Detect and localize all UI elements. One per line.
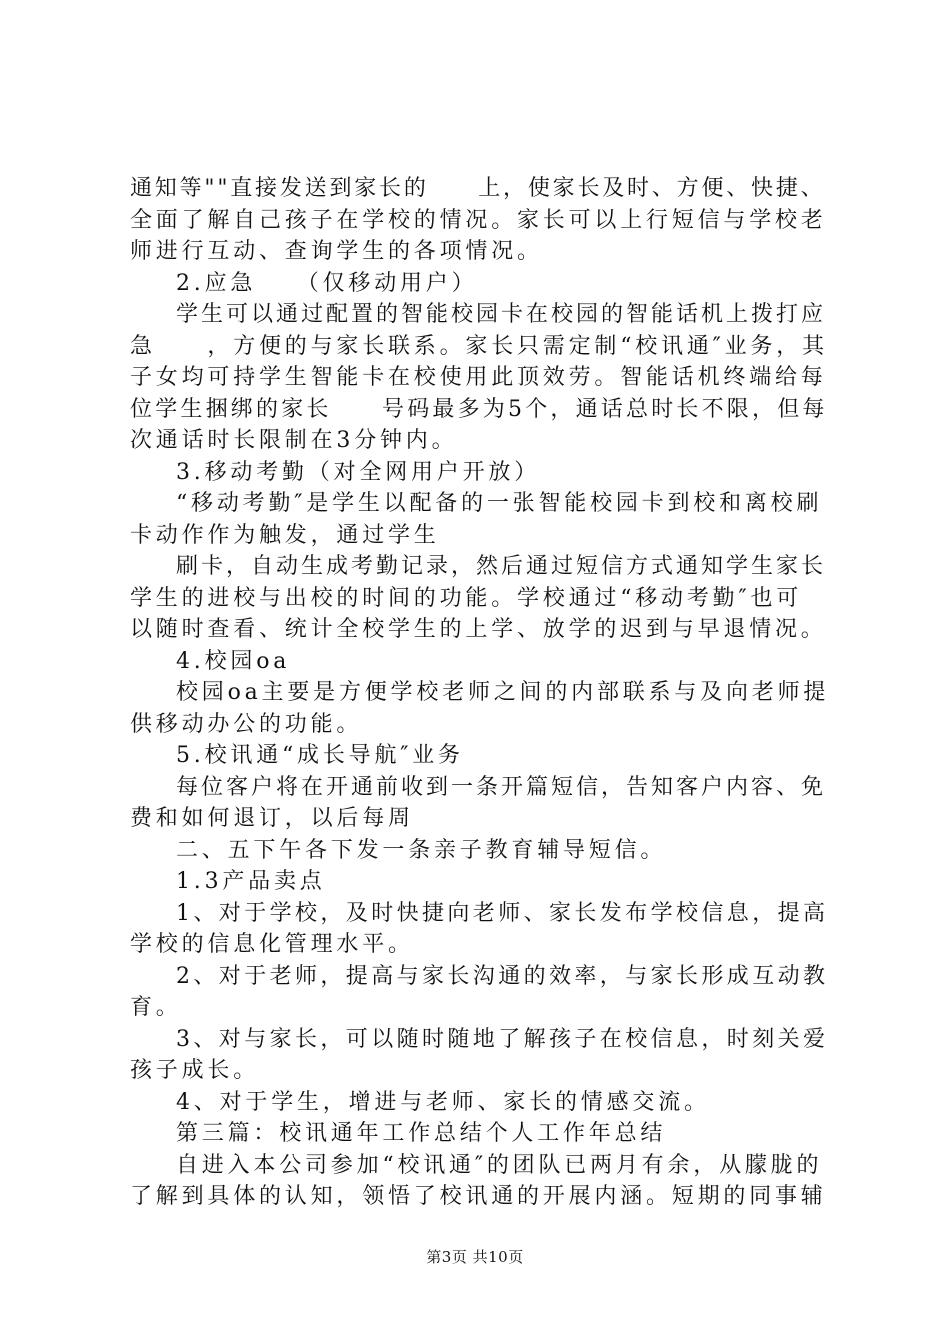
document-body — [130, 173, 830, 1213]
text-line: 二、五下午各下发一条亲子教育辅导短信。 — [176, 837, 667, 863]
text-line: 学生的进校与出校的时间的功能。学校通过“移动考勤″也可 — [130, 585, 803, 611]
text-line: 通知等""直接发送到家长的 上，使家长及时、方便、快捷、 — [130, 176, 826, 201]
text-line: 费和如何退订，以后每周 — [130, 806, 414, 831]
text-line: 5.校讯通“成长导航″业务 — [176, 743, 464, 768]
text-line: 1、对于学校，及时快捷向老师、家长发布学校信息，提高 — [176, 900, 829, 926]
text-line: 位学生捆绑的家长 号码最多为5个，通话总时长不限，但每 — [130, 396, 828, 422]
text-line: 学校的信息化管理水平。 — [130, 932, 414, 957]
text-line: 1.3产品卖点 — [176, 869, 326, 894]
text-line: 4、对于学生，增进与老师、家长的情感交流。 — [176, 1089, 710, 1115]
text-line: 以随时查看、统计全校学生的上学、放学的迟到与早退情况。 — [130, 617, 827, 642]
text-line: 2.应急 （仅移动用户） — [176, 270, 478, 296]
text-line: 每位客户将在开通前收到一条开篇短信，告知客户内容、免 — [176, 774, 827, 800]
text-line: 4.校园oa — [176, 648, 291, 674]
text-line: 卡动作作为触发，通过学生 — [130, 522, 440, 548]
text-line: 了解到具体的认知，领悟了校讯通的开展内涵。短期的同事辅 — [130, 1184, 827, 1209]
text-line: 全面了解自己孩子在学校的情况。家长可以上行短信与学校老 — [130, 207, 827, 233]
text-line: 孩子成长。 — [130, 1058, 260, 1083]
text-line: 急 ，方便的与家长联系。家长只需定制“校讯通″业务，其 — [130, 333, 828, 359]
text-line: 3、对与家长，可以随时随地了解孩子在校信息，时刻关爱 — [176, 1026, 829, 1052]
text-line: 供移动办公的功能。 — [130, 711, 363, 737]
text-line: 2、对于老师，提高与家长沟通的效率，与家长形成互动教 — [176, 963, 829, 989]
text-line: 刷卡，自动生成考勤记录，然后通过短信方式通知学生家长 — [176, 554, 827, 579]
text-line: 师进行互动、查询学生的各项情况。 — [130, 239, 543, 264]
text-line: 育。 — [130, 995, 182, 1020]
text-line: “移动考勤″是学生以配备的一张智能校园卡到校和离校刷 — [176, 491, 823, 516]
page-footer: 第3页 共10页 — [426, 1248, 524, 1266]
text-line: 第三篇：校讯通年工作总结个人工作年总结 — [176, 1121, 667, 1146]
text-line: 校园oa主要是方便学校老师之间的内部联系与及向老师提 — [176, 680, 830, 705]
text-line: 次通话时长限制在3分钟内。 — [130, 428, 458, 453]
text-line: 自进入本公司参加“校讯通″的团队已两月有余，从朦胧的 — [176, 1152, 823, 1178]
text-line: 3.移动考勤（对全网用户开放） — [176, 459, 540, 485]
text-line: 子女均可持学生智能卡在校使用此顶效劳。智能话机终端给每 — [130, 365, 827, 390]
text-line: 学生可以通过配置的智能校园卡在校园的智能话机上拨打应 — [176, 302, 827, 327]
